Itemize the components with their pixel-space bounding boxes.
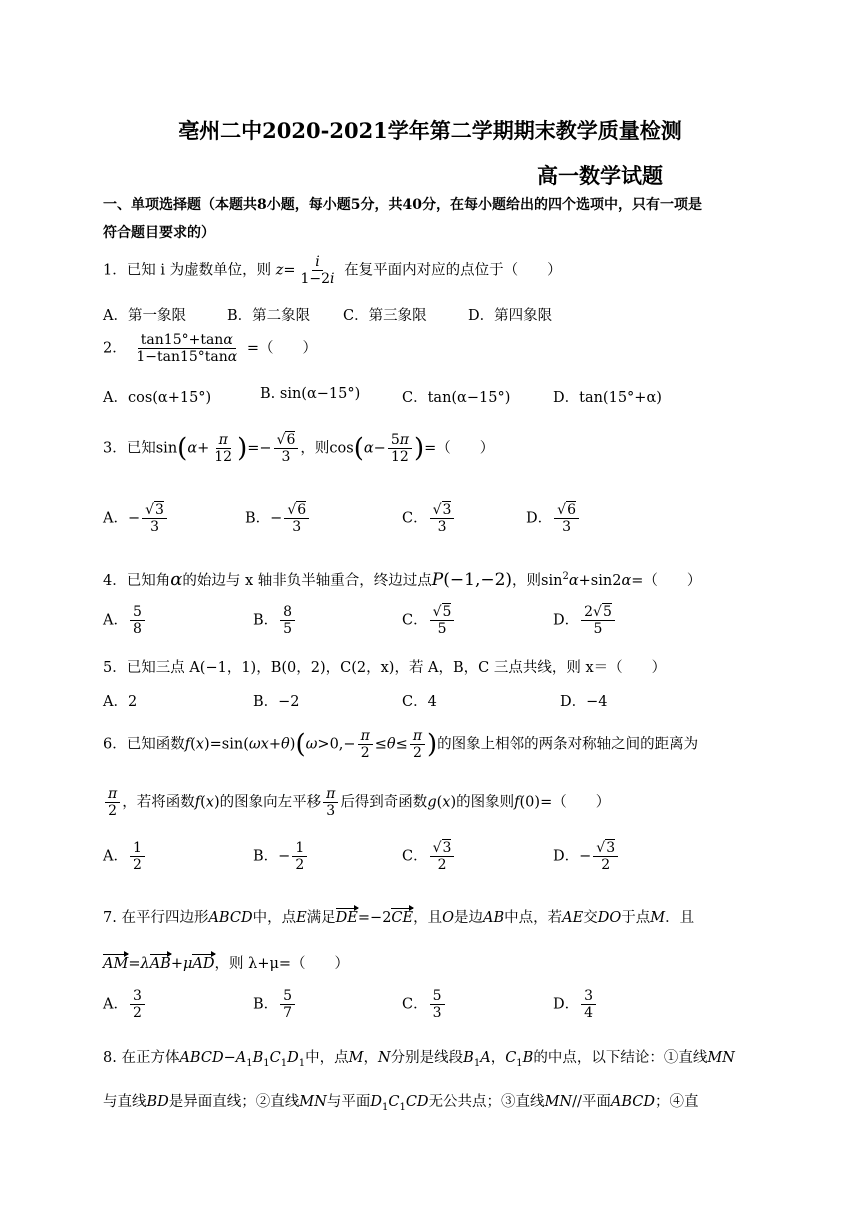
question-6-cont: $\frac{\pi}{2}$ ，若将函数f(x)的图象向左平移 $\frac{\pi}{3}$ 后得到奇函数g(x)的图象则f(0)=（ ）: [103, 786, 610, 819]
q6-option-d[interactable]: D．− $\frac{√3}{2}$: [553, 840, 620, 873]
q1-option-a[interactable]: A．第一象限: [103, 308, 186, 324]
q6-option-a[interactable]: A． $\frac{1}{2}$: [103, 840, 147, 873]
q5-option-d[interactable]: D．−4: [560, 694, 608, 710]
q2-option-d[interactable]: D．tan(15°+α): [553, 390, 662, 406]
q4-option-d[interactable]: D． $\frac{2√5}{5}$: [553, 604, 617, 637]
q6-option-b[interactable]: B．− $\frac{1}{2}$: [253, 840, 309, 873]
q7-option-b[interactable]: B． $\frac{5}{7}$: [253, 988, 297, 1021]
section-heading: 一、单项选择题（本题共8小题，每小题5分，共40分，在每小题给出的四个选项中，只有一项是: [103, 197, 702, 213]
q1-option-d[interactable]: D．第四象限: [468, 308, 553, 324]
q2-option-c[interactable]: C．tan(α−15°): [402, 390, 511, 406]
q3-option-b[interactable]: B．− $\frac{√6}{3}$: [245, 502, 311, 535]
q3-option-a[interactable]: A．− $\frac{√3}{3}$: [103, 502, 169, 535]
q3-option-d[interactable]: D． $\frac{√6}{3}$: [526, 502, 581, 535]
question-3: 3．已知sin(α+ $\frac{\pi}{12}$ )=− $\frac{√6}{3}$ ，则cos(α− $\frac{5\pi}{12}$ )=（ ）: [103, 432, 495, 466]
q4-option-b[interactable]: B． $\frac{8}{5}$: [253, 604, 297, 637]
q5-option-a[interactable]: A．2: [103, 694, 138, 710]
q5-option-b[interactable]: B．−2: [253, 694, 300, 710]
q4-option-c[interactable]: C． $\frac{√5}{5}$: [402, 604, 456, 637]
question-5: 5．已知三点 A(−1，1)，B(0，2)，C(2，x)，若 A，B，C 三点共线，则 x＝（ ）: [103, 660, 667, 676]
q4-option-a[interactable]: A． $\frac{5}{8}$: [103, 604, 147, 637]
question-8: 8. 在正方体$ABCD-A_1B_1C_1D_1$中，点M，N分别是线段$B_1A$，$C_1B$的中点，以下结论：①直线MN: [103, 1050, 735, 1069]
q3-option-c[interactable]: C． $\frac{√3}{3}$: [402, 502, 456, 535]
q7-option-d[interactable]: D． $\frac{3}{4}$: [553, 988, 598, 1021]
exam-subtitle: 高一数学试题: [537, 163, 663, 188]
question-8-cont: 与直线BD是异面直线；②直线MN与平面$D_1C_1CD$无公共点；③直线MN//平面ABCD；④直: [103, 1094, 699, 1113]
q6-option-c[interactable]: C． $\frac{√3}{2}$: [402, 840, 456, 873]
q5-option-c[interactable]: C．4: [402, 694, 437, 710]
question-4: 4．已知角α的始边与 x 轴非负半轴重合，终边过点P(−1,−2)，则$\sin^2\alpha+\sin 2\alpha=$（ ）: [103, 569, 702, 590]
q2-option-b[interactable]: B. sin(α−15°): [260, 386, 361, 402]
question-6: 6．已知函数f(x)=sin(ωx+θ)(ω>0,− $\frac{\pi}{2}$ ≤θ≤ $\frac{\pi}{2}$ )的图象上相邻的两条对称轴之间的距离为: [103, 728, 699, 762]
q1-fraction: $\frac{i}{1-2i}$: [300, 254, 335, 288]
q2-fraction: $\frac{\tan 15^\circ+\tan\alpha}{1-\tan 15^\circ\tan\alpha}$: [136, 332, 238, 366]
section-heading-cont: 符合题目要求的）: [103, 225, 215, 241]
q7-option-a[interactable]: A． $\frac{3}{2}$: [103, 988, 147, 1021]
question-7-cont: AM=λAB+μAD，则 λ+μ=（ ）: [103, 956, 350, 972]
exam-title: 亳州二中2020-2021学年第二学期期末教学质量检测: [178, 118, 682, 143]
q2-option-a[interactable]: A．cos(α+15°): [103, 390, 212, 406]
question-2: 2． $\frac{\tan 15^\circ+\tan\alpha}{1-\tan 15^\circ\tan\alpha}$ =（ ）: [103, 332, 318, 366]
q7-option-c[interactable]: C． $\frac{5}{3}$: [402, 988, 447, 1021]
question-7: 7. 在平行四边形ABCD中，点E满足DE=−2CE，且O是边AB中点，若AE交DO于点M．且: [103, 910, 695, 926]
question-1: 1．已知 i 为虚数单位，则 z= $\frac{i}{1-2i}$ 在复平面内对应的点位于（ ）: [103, 254, 562, 288]
q1-option-b[interactable]: B．第二象限: [227, 308, 311, 324]
q1-option-c[interactable]: C．第三象限: [343, 308, 427, 324]
